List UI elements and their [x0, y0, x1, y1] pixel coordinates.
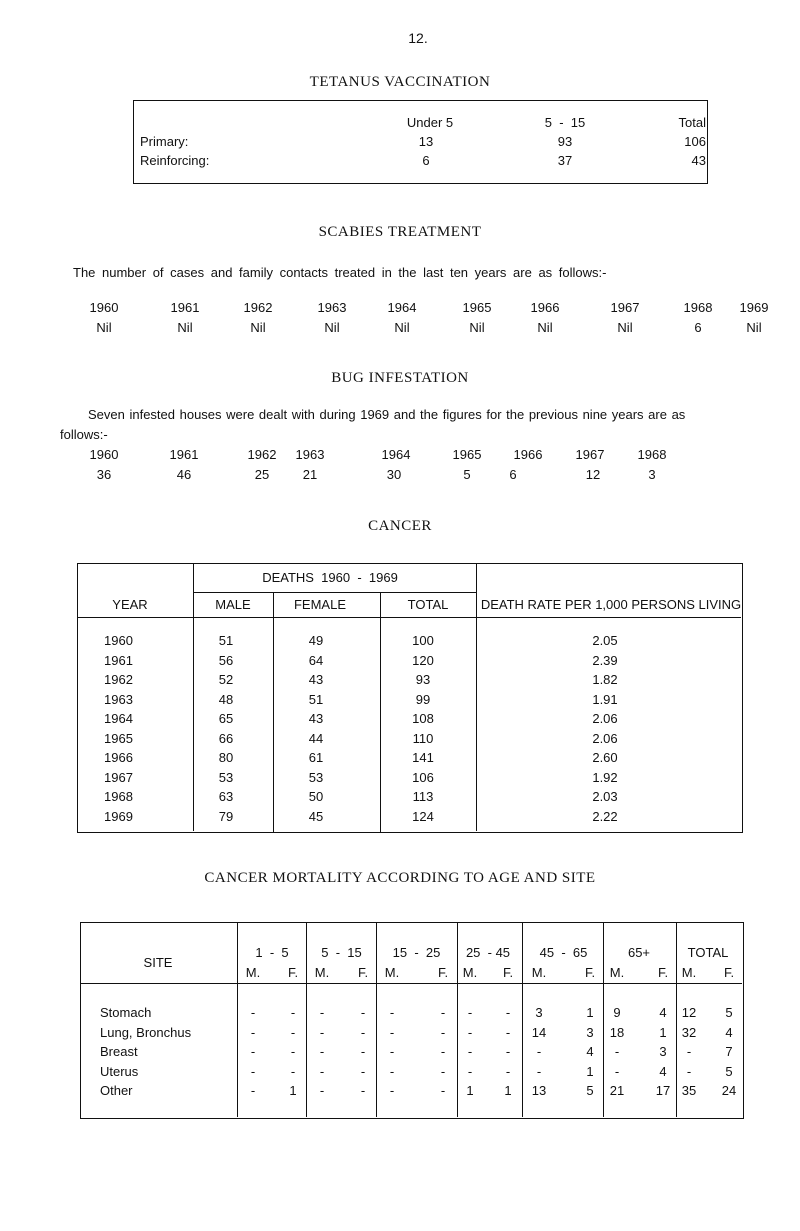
- mortality-cell: -: [614, 1063, 620, 1079]
- mortality-header-age-group: 5 - 15: [321, 945, 362, 960]
- cancer-cell-rate: 1.91: [592, 691, 618, 707]
- cancer-cell-rate: 2.06: [592, 730, 618, 746]
- mortality-col-divider: [237, 922, 238, 1117]
- scabies-value: Nil: [537, 320, 553, 335]
- mortality-col-divider: [306, 922, 307, 1117]
- mortality-cell: 1: [659, 1024, 667, 1040]
- mortality-cell: 24: [721, 1083, 737, 1098]
- bug-year: 1967: [575, 447, 605, 462]
- mortality-cell: -: [290, 1063, 296, 1079]
- mortality-header-sex-female: F.: [584, 965, 596, 980]
- scabies-value: Nil: [96, 320, 112, 335]
- tetanus-cell-under5: 13: [418, 134, 434, 149]
- cancer-cell-rate: 2.39: [592, 652, 618, 668]
- mortality-header-sex-male: M.: [681, 965, 697, 980]
- mortality-col-divider: [457, 922, 458, 1117]
- cancer-cell-year: 1966: [104, 750, 133, 765]
- mortality-cell: -: [250, 1024, 256, 1040]
- mortality-header-sex-male: M.: [245, 965, 261, 980]
- cancer-cell-male: 65: [218, 711, 234, 726]
- scabies-year: 1960: [89, 300, 119, 315]
- cancer-header-total: TOTAL: [407, 597, 449, 612]
- cancer-col-divider: [193, 563, 194, 831]
- cancer-cell-year: 1965: [104, 730, 133, 746]
- mortality-cell: -: [319, 1044, 325, 1059]
- cancer-cell-total: 110: [412, 730, 434, 746]
- cancer-header-bottom: [77, 617, 741, 618]
- cancer-cell-total: 106: [412, 769, 434, 785]
- cancer-cell-year: 1962: [104, 672, 133, 687]
- scabies-intro: The number of cases and family contacts treated in the last ten years are as follows:-: [73, 265, 607, 280]
- cancer-cell-total: 120: [412, 652, 434, 668]
- cancer-cell-rate: 2.05: [592, 633, 618, 648]
- cancer-cell-total: 113: [412, 789, 434, 804]
- mortality-title: CANCER MORTALITY ACCORDING TO AGE AND SITE: [204, 870, 596, 886]
- cancer-cell-total: 93: [415, 672, 431, 687]
- mortality-cell: -: [686, 1063, 692, 1079]
- mortality-cell: -: [686, 1044, 692, 1059]
- bug-intro-line2: follows:-: [60, 427, 108, 442]
- mortality-cell: -: [440, 1024, 446, 1040]
- cancer-cell-total: 108: [412, 711, 434, 726]
- scabies-year: 1966: [530, 300, 560, 315]
- bug-intro-line1: Seven infested houses were dealt with during 1969 and the figures for the previous nine years are as: [88, 407, 686, 422]
- cancer-cell-year: 1961: [104, 652, 133, 668]
- mortality-cell: -: [467, 1005, 473, 1020]
- mortality-header-age-group: TOTAL: [687, 945, 729, 960]
- bug-value: 12: [585, 467, 601, 482]
- cancer-cell-rate: 2.06: [592, 711, 618, 726]
- mortality-cell: 13: [531, 1083, 547, 1098]
- scabies-year: 1965: [462, 300, 492, 315]
- mortality-header-age-group: 65+: [627, 945, 651, 960]
- mortality-row-site: Stomach: [100, 1005, 152, 1020]
- mortality-cell: -: [467, 1044, 473, 1059]
- mortality-cell: 14: [531, 1024, 547, 1040]
- mortality-cell: -: [440, 1005, 446, 1020]
- bug-year: 1964: [381, 447, 411, 462]
- mortality-col-divider: [676, 922, 677, 1117]
- mortality-header-sex-female: F.: [502, 965, 514, 980]
- cancer-cell-male: 52: [218, 672, 234, 687]
- cancer-cell-female: 49: [308, 633, 324, 648]
- mortality-cell: 18: [609, 1024, 625, 1040]
- mortality-cell: 12: [681, 1005, 697, 1020]
- tetanus-row-label: Primary:: [140, 134, 189, 149]
- bug-value: 36: [96, 467, 112, 482]
- mortality-cell: 4: [659, 1063, 667, 1079]
- cancer-cell-total: 99: [415, 691, 431, 707]
- mortality-row-site: Breast: [100, 1044, 138, 1059]
- mortality-cell: -: [250, 1044, 256, 1059]
- cancer-cell-rate: 2.22: [592, 808, 618, 824]
- scabies-value: Nil: [746, 320, 762, 335]
- cancer-header-male: MALE: [215, 597, 251, 612]
- bug-year: 1960: [89, 447, 119, 462]
- cancer-col-divider: [273, 592, 274, 832]
- mortality-cell: -: [360, 1044, 366, 1059]
- cancer-header-divider: [193, 592, 476, 593]
- mortality-cell: 5: [725, 1063, 733, 1079]
- mortality-cell: -: [614, 1044, 620, 1059]
- cancer-cell-male: 66: [218, 730, 234, 746]
- mortality-header-sex-female: F.: [657, 965, 669, 980]
- cancer-cell-female: 44: [308, 730, 324, 746]
- bug-year: 1961: [169, 447, 199, 462]
- tetanus-header-total: Total: [678, 115, 706, 130]
- mortality-header-sex-male: M.: [462, 965, 478, 980]
- mortality-cell: -: [360, 1024, 366, 1040]
- bug-title: BUG INFESTATION: [331, 370, 469, 386]
- mortality-col-divider: [522, 922, 523, 1117]
- cancer-cell-female: 64: [308, 652, 324, 668]
- cancer-cell-year: 1967: [104, 769, 133, 785]
- mortality-cell: -: [440, 1063, 446, 1079]
- cancer-cell-male: 51: [218, 633, 234, 648]
- bug-year: 1966: [513, 447, 543, 462]
- cancer-cell-year: 1960: [104, 633, 133, 648]
- mortality-cell: 1: [289, 1083, 297, 1098]
- cancer-cell-female: 50: [308, 789, 324, 804]
- mortality-cell: -: [389, 1063, 395, 1079]
- cancer-cell-male: 48: [218, 691, 234, 707]
- bug-value: 6: [509, 467, 517, 482]
- scabies-value: Nil: [177, 320, 193, 335]
- cancer-col-divider: [476, 563, 477, 831]
- tetanus-header-5-15: 5 - 15: [544, 115, 586, 130]
- bug-value: 46: [176, 467, 192, 482]
- mortality-row-site: Uterus: [100, 1063, 139, 1079]
- mortality-cell: -: [290, 1044, 296, 1059]
- cancer-cell-male: 63: [218, 789, 234, 804]
- mortality-cell: 5: [586, 1083, 594, 1098]
- bug-value: 3: [648, 467, 656, 482]
- mortality-cell: 35: [681, 1083, 697, 1098]
- mortality-cell: -: [536, 1063, 542, 1079]
- mortality-cell: -: [389, 1024, 395, 1040]
- mortality-cell: -: [505, 1063, 511, 1079]
- mortality-cell: 3: [586, 1024, 594, 1040]
- scabies-year: 1967: [610, 300, 640, 315]
- bug-year: 1968: [637, 447, 667, 462]
- scabies-value: Nil: [324, 320, 340, 335]
- scabies-year: 1962: [243, 300, 273, 315]
- tetanus-cell-total: 43: [691, 153, 706, 168]
- tetanus-cell-5-15: 37: [557, 153, 573, 168]
- page-number: 12.: [408, 30, 428, 46]
- mortality-cell: -: [290, 1005, 296, 1020]
- mortality-cell: -: [360, 1063, 366, 1079]
- bug-year: 1963: [295, 447, 325, 462]
- scabies-value: 6: [694, 320, 702, 335]
- cancer-cell-male: 56: [218, 652, 234, 668]
- mortality-cell: -: [505, 1044, 511, 1059]
- scabies-value: Nil: [394, 320, 410, 335]
- cancer-cell-year: 1963: [104, 691, 133, 707]
- cancer-cell-female: 43: [308, 672, 324, 687]
- cancer-cell-total: 124: [412, 808, 434, 824]
- cancer-cell-female: 43: [308, 711, 324, 726]
- mortality-header-sex-female: F.: [723, 965, 735, 980]
- cancer-cell-female: 51: [308, 691, 324, 707]
- mortality-cell: -: [389, 1044, 395, 1059]
- scabies-year: 1968: [683, 300, 713, 315]
- mortality-cell: 32: [681, 1024, 697, 1040]
- bug-year: 1965: [452, 447, 482, 462]
- scabies-year: 1963: [317, 300, 347, 315]
- tetanus-header-under5: Under 5: [406, 115, 454, 130]
- mortality-cell: -: [389, 1083, 395, 1098]
- cancer-header-deaths: DEATHS 1960 - 1969: [262, 570, 398, 585]
- cancer-cell-rate: 1.92: [592, 769, 618, 785]
- bug-value: 30: [386, 467, 402, 482]
- cancer-cell-total: 141: [412, 750, 434, 765]
- cancer-cell-year: 1969: [104, 808, 133, 824]
- mortality-header-sex-female: F.: [287, 965, 299, 980]
- mortality-header-sex-male: M.: [384, 965, 400, 980]
- cancer-cell-year: 1968: [104, 789, 133, 804]
- cancer-cell-male: 79: [218, 808, 234, 824]
- mortality-cell: -: [250, 1063, 256, 1079]
- cancer-header-year: YEAR: [112, 597, 148, 612]
- mortality-cell: 1: [504, 1083, 512, 1098]
- tetanus-title: TETANUS VACCINATION: [309, 74, 491, 90]
- bug-value: 5: [463, 467, 471, 482]
- mortality-cell: -: [290, 1024, 296, 1040]
- cancer-cell-female: 45: [308, 808, 324, 824]
- tetanus-row-label: Reinforcing:: [140, 153, 210, 168]
- cancer-cell-male: 80: [218, 750, 234, 765]
- tetanus-cell-under5: 6: [422, 153, 430, 168]
- cancer-cell-total: 100: [412, 633, 434, 648]
- mortality-cell: 21: [609, 1083, 625, 1098]
- bug-year: 1962: [247, 447, 277, 462]
- mortality-header-site: SITE: [143, 955, 173, 970]
- mortality-cell: -: [467, 1063, 473, 1079]
- mortality-cell: -: [505, 1005, 511, 1020]
- mortality-cell: -: [536, 1044, 542, 1059]
- mortality-cell: 1: [466, 1083, 474, 1098]
- mortality-header-sex-male: M.: [609, 965, 625, 980]
- mortality-col-divider: [376, 922, 377, 1117]
- scabies-title: SCABIES TREATMENT: [318, 224, 482, 240]
- mortality-cell: -: [319, 1083, 325, 1098]
- cancer-cell-female: 53: [308, 769, 324, 785]
- mortality-cell: 5: [725, 1005, 733, 1020]
- scabies-year: 1961: [170, 300, 200, 315]
- bug-value: 25: [254, 467, 270, 482]
- scabies-value: Nil: [617, 320, 633, 335]
- bug-value: 21: [302, 467, 318, 482]
- cancer-header-female: FEMALE: [293, 597, 347, 612]
- mortality-cell: -: [250, 1005, 256, 1020]
- mortality-cell: -: [505, 1024, 511, 1040]
- mortality-cell: 1: [586, 1063, 594, 1079]
- mortality-cell: -: [360, 1005, 366, 1020]
- cancer-cell-rate: 2.03: [592, 789, 618, 804]
- cancer-cell-male: 53: [218, 769, 234, 785]
- mortality-cell: 1: [586, 1005, 594, 1020]
- mortality-cell: -: [440, 1044, 446, 1059]
- mortality-cell: 4: [725, 1024, 733, 1040]
- scabies-value: Nil: [469, 320, 485, 335]
- mortality-header-sex-female: F.: [437, 965, 449, 980]
- mortality-cell: 17: [655, 1083, 671, 1098]
- mortality-cell: 3: [659, 1044, 667, 1059]
- mortality-cell: -: [250, 1083, 256, 1098]
- mortality-header-sex-male: M.: [314, 965, 330, 980]
- mortality-cell: -: [389, 1005, 395, 1020]
- cancer-title: CANCER: [368, 518, 432, 534]
- mortality-row-site: Other: [100, 1083, 133, 1098]
- mortality-cell: -: [360, 1083, 366, 1098]
- scabies-year: 1969: [739, 300, 769, 315]
- cancer-cell-year: 1964: [104, 711, 133, 726]
- mortality-header-age-group: 15 - 25: [392, 945, 441, 960]
- tetanus-cell-total: 106: [684, 134, 706, 149]
- mortality-header-sex-male: M.: [531, 965, 547, 980]
- mortality-cell: 4: [586, 1044, 594, 1059]
- mortality-cell: -: [440, 1083, 446, 1098]
- mortality-cell: -: [319, 1063, 325, 1079]
- mortality-cell: -: [467, 1024, 473, 1040]
- scabies-value: Nil: [250, 320, 266, 335]
- mortality-header-age-group: 25 - 45: [465, 945, 511, 960]
- cancer-col-divider: [380, 592, 381, 832]
- mortality-header-age-group: 1 - 5: [255, 945, 289, 960]
- mortality-row-site: Lung, Bronchus: [100, 1024, 192, 1040]
- scabies-year: 1964: [387, 300, 417, 315]
- tetanus-cell-5-15: 93: [557, 134, 573, 149]
- mortality-header-age-group: 45 - 65: [539, 945, 588, 960]
- mortality-cell: -: [319, 1024, 325, 1040]
- mortality-cell: 9: [613, 1005, 621, 1020]
- mortality-cell: 4: [659, 1005, 667, 1020]
- mortality-col-divider: [603, 922, 604, 1117]
- mortality-cell: 3: [535, 1005, 543, 1020]
- cancer-cell-rate: 1.82: [592, 672, 618, 687]
- cancer-header-rate: DEATH RATE PER 1,000 PERSONS LIVING: [480, 597, 742, 612]
- mortality-header-sex-female: F.: [357, 965, 369, 980]
- mortality-cell: 7: [725, 1044, 733, 1059]
- cancer-cell-female: 61: [308, 750, 324, 765]
- mortality-header-bottom: [80, 983, 742, 984]
- mortality-cell: -: [319, 1005, 325, 1020]
- cancer-cell-rate: 2.60: [592, 750, 618, 765]
